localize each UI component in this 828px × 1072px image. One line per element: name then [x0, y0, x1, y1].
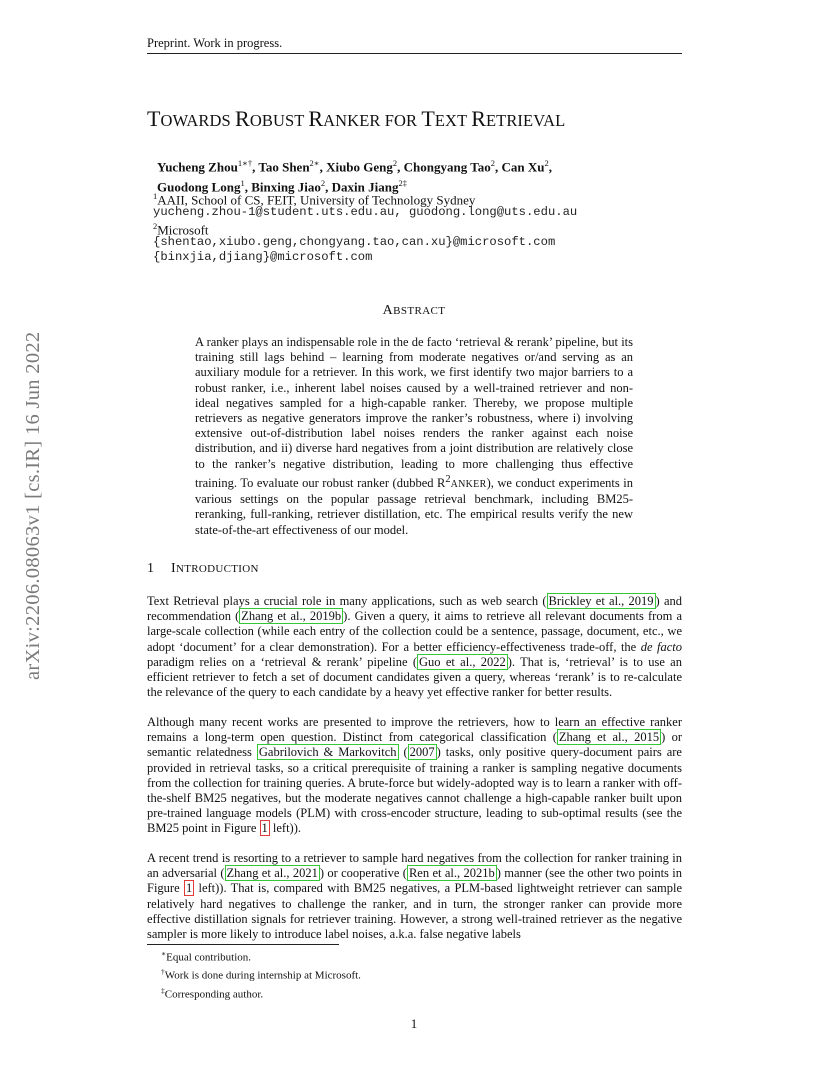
citation-link[interactable]: Brickley et al., 2019	[548, 594, 654, 608]
abstract-heading: ABSTRACT	[382, 303, 446, 318]
author-mark: 2‡	[398, 178, 407, 189]
author-name: Chongyang Tao	[403, 159, 491, 175]
citation-link[interactable]: 2007	[409, 745, 435, 760]
author-name: Daxin Jiang	[331, 179, 399, 195]
citation-link[interactable]: Zhang et al., 2019b	[241, 609, 342, 624]
intro-paragraph-2: Although many recent works are presented to improve the retrievers, how to learn an effective ranker remains a long-term open question. Distinct from categorical classification ( Zhang et al., 2015 ) or semantic relatedness Gabrilovich & Markovitch ( 2007 ) tasks, only positive query-document pairs are provided in retrieval tasks, so a critical prerequisite of training a ranker is sampling negative documents from the collection for training queries. A brute-force but widely-adopted way is to learn a ranker with off-the-shelf BM25 negatives, but the moderate negatives cannot challenge a high-capable ranker built upon pre-trained language models (PLM) with cross-encoder structure, leading to sub-optimal results (see the BM25 point in Figure 1 left)).	[147, 715, 683, 836]
citation-link[interactable]: Guo et al., 2022	[418, 654, 506, 669]
paper-title: TOWARDS ROBUST RANKER FOR TEXT RETRIEVAL	[147, 106, 566, 131]
figure-link[interactable]: 1	[261, 821, 268, 836]
author-mark: 2	[544, 158, 549, 168]
abstract-text: A ranker plays an indispensable role in the de facto ‘retrieval & rerank’ pipeline, but its training still lags behind – learning from moderate negatives or/and serving as an auxiliary module for a retriever. In this work, we first identify two major barriers to a robust ranker, i.e., inherent label noises caused by a well-trained retriever and non-ideal negatives sampled for a high-capable ranker. Thereby, we propose multiple retrievers as negative generators improve the ranker’s robustness, where i) involving extensive out-of-distribution label noises renders the ranker against each noise distribution, and ii) diverse hard negatives from a joint distribution are relatively close to the ranker’s negative distribution, leading to more challenging thus effective training. To evaluate our robust ranker (dubbed $R^2ANKER$), we conduct experiments in various settings on the popular passage retrieval benchmark, including BM25-reranking, full-ranking, retriever distillation, etc. The empirical results verify the new state-of-the-art effectiveness of our model.	[195, 335, 634, 537]
email-uts[interactable]: yucheng.zhou-1@student.uts.edu.au, guodong.long@uts.edu.au	[153, 205, 578, 219]
header-rule	[147, 53, 682, 54]
footnote-rule	[147, 944, 339, 945]
page-number: 1	[410, 1016, 418, 1031]
citation-link[interactable]: Gabrilovich & Markovitch	[258, 745, 397, 760]
affiliation-microsoft: $^2$Microsoft	[153, 221, 209, 238]
section-heading-introduction: 1 INTRODUCTION	[147, 561, 259, 576]
author-mark: 1∗†	[237, 158, 253, 168]
intro-paragraph-1: Text Retrieval plays a crucial role in many applications, such as web search ( Brickley et al., 2019 ) and recommendation ( Zhang et al., 2019b ). Given a query, it aims to retrieve all relevant documents from a large-scale collection (while each entry of the collection could be a sentence, passage, document, etc., we adopt ‘document’ for a clear demonstration). For a better efficiency-effectiveness trade-off, the de facto paradigm relies on a ‘retrieval & rerank’ pipeline ( Guo et al., 2022 ). That is, ‘retrieval’ is to use an efficient retriever to fetch a set of document candidates given a query, whereas ‘rerank’ is to re-calculate the relevance of the query to each candidate by a heavy yet effective ranker for better results.	[147, 594, 682, 700]
author-mark: 2	[392, 158, 398, 168]
citation-link[interactable]: Zhang et al., 2021	[226, 866, 318, 881]
author-mark: 2	[490, 158, 495, 168]
author-name: Guodong Long	[157, 179, 241, 195]
footnotes	[161, 947, 361, 1002]
running-header: Preprint. Work in progress.	[147, 36, 283, 50]
author-list: Yucheng Zhou$^{1∗\dagger}$, Tao Shen$^{2∗}$, Xiubo Geng$^2$, Chongyang Tao$^2$, Can Xu$^2$, Guodong Long$^1$, Binxing Jiao$^2$, Daxin Jiang$^{2\ddagger}$	[157, 158, 552, 195]
author-name: Binxing Jiao	[251, 179, 321, 195]
author-mark: 1	[240, 178, 245, 189]
author-name: Tao Shen	[258, 159, 310, 175]
author-name: Can Xu	[501, 159, 545, 175]
author-name: Yucheng Zhou	[157, 159, 238, 175]
arxiv-identifier: arXiv:2206.08063v1 [cs.IR] 16 Jun 2022	[22, 331, 44, 680]
email-microsoft-2[interactable]: {binxjia,djiang}@microsoft.com	[153, 250, 373, 264]
footnote-equal-contribution: ∗Equal contribution.	[161, 949, 252, 964]
citation-link[interactable]: Zhang et al., 2015	[558, 730, 660, 745]
email-microsoft-1[interactable]: {shentao,xiubo.geng,chongyang.tao,can.xu}@microsoft.com	[153, 235, 556, 249]
affiliation-uts: $^1$AAII, School of CS, FEIT, University of Technology Sydney	[153, 191, 476, 208]
author-name: Xiubo Geng	[326, 159, 393, 175]
author-mark: 2	[320, 178, 326, 189]
footnote-internship: †Work is done during internship at Microsoft.	[161, 967, 361, 982]
intro-paragraph-3: A recent trend is resorting to a retriever to sample hard negatives from the collection for ranker training in an adversarial ( Zhang et al., 2021 ) or cooperative ( Ren et al., 2021b ) manner (see the other two points in Figure 1 left)). That is, compared with BM25 negatives, a PLM-based lightweight retriever can sample relatively hard negatives to challenge the ranker, and in turn, the stronger ranker can provide more effective distillation signals for retriever training. However, a strong well-trained retriever as the negative sampler is more likely to introduce label noises, a.k.a. false negative labels	[147, 851, 682, 942]
footnote-corresponding: ‡Corresponding author.	[161, 985, 264, 1001]
citation-link[interactable]: Ren et al., 2021b	[408, 866, 495, 881]
author-mark: 2∗	[309, 158, 320, 168]
figure-link[interactable]: 1	[185, 881, 193, 896]
